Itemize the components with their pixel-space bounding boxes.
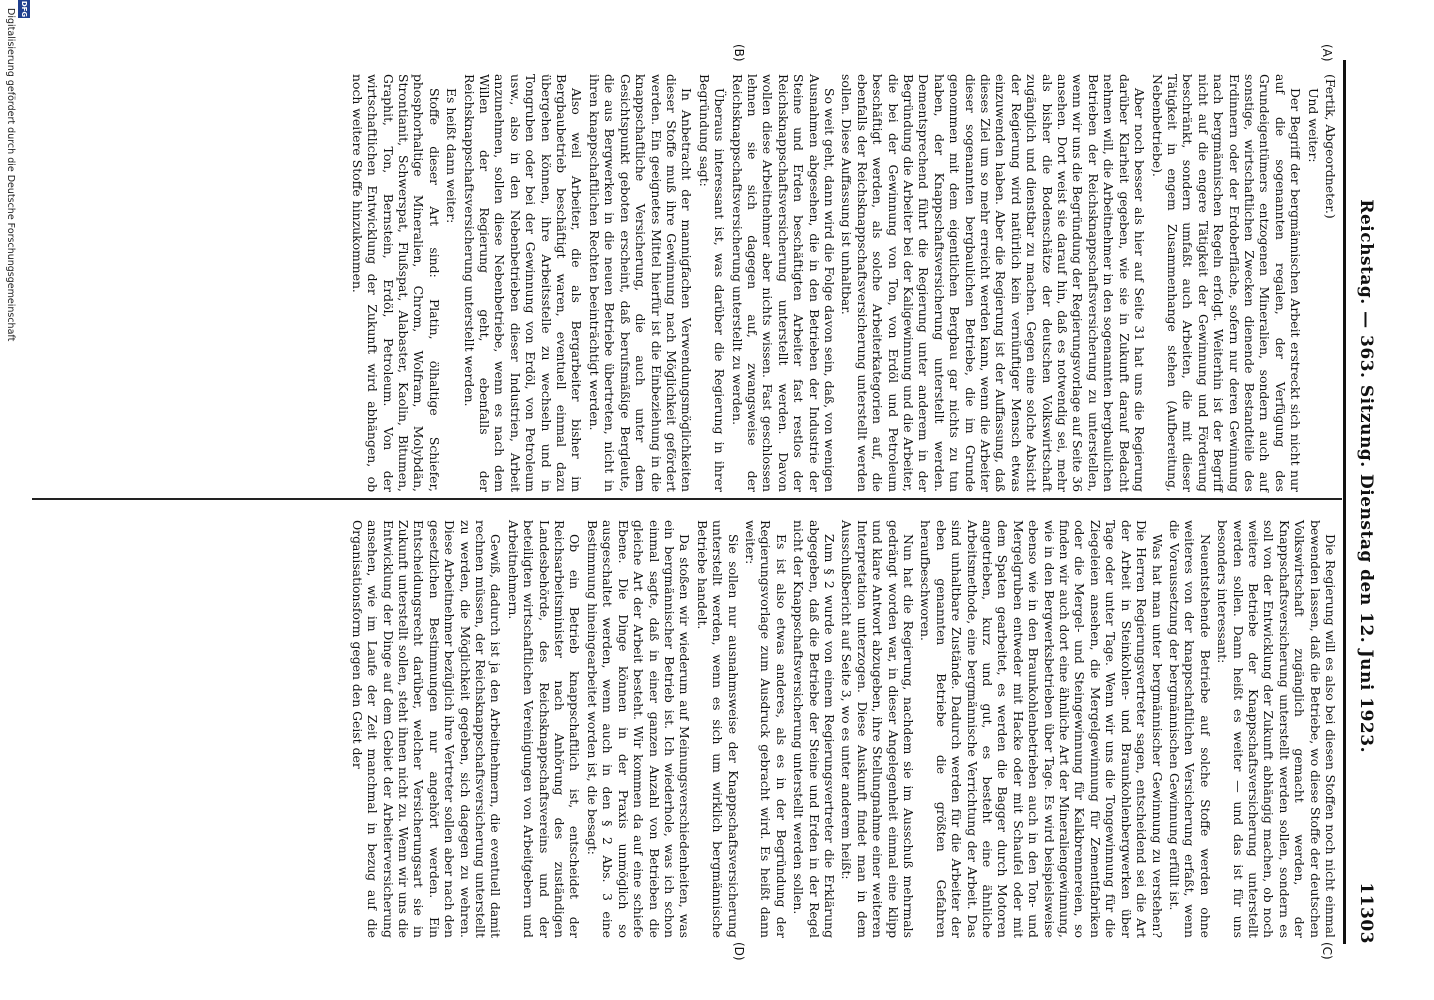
paragraph: Überaus interessant ist, was darüber die Regierung in ihrer Begründung sagt:	[696, 74, 728, 492]
quote-paragraph: Zum § 2 wurde von einem Regierungsvertreter die Erklärung abgegeben, daß die Betriebe der Steine und Erden in der Regel nicht der Knappschaftsversicherung unterstellt werden sollen.	[791, 520, 837, 938]
quote-paragraph: In Anbetracht der mannigfachen Verwendungsmöglichkeiten dieser Stoffe muß ihre Gewinnung nach Möglichkeit gefördert werden. Ein geeignetes Mittel hierfür ist die Einbeziehung in die knappschaftliche Versicherung, die auch unter dem Gesichtspunkt geboten erscheint, daß berufsmäßige Bergleute, die aus Bergwerken in die neuen Betriebe übertreten, nicht in ihren knappschaftlichen Rechten beeinträchtigt werden.	[586, 74, 695, 492]
dfg-logo: DFG	[20, 0, 28, 18]
paragraph: Was hat man unter bergmännischer Gewinnung zu verstehen? Die Herren Regierungsvertreter sagen, entscheidend sei die Art der Arbeit in Steinkohlen- und Braunkohlenbergwerken über Tage oder unter Tage. Wenn wir uns die Tongewinnung für die Ziegeleien ansehen, die Mergelgewinnung für Zementfabriken oder die Mergel- und Steingewinnung für Kalkbrennereien, so finden wir auch dort eine ähnliche Art der Mineraliengewinnung, wie in den Bergwerksbetrieben über Tage. Es wird beispielsweise ebenso wie in den Braunkohlenbetrieben auch in den Ton- und Mergelgruben entweder mit Hacke oder mit Schaufel oder mit dem Spaten gearbeitet, es werden die Bagger durch Motoren angetrieben, kurz und gut, es besteht eine ähnliche Arbeitsmethode, eine bergmännische Verrichtung der Arbeit. Das sind unhaltbare Zustände. Dadurch werden für die Arbeiter der eben genannten Betriebe die größten Gefahren heraufbeschworen.	[918, 520, 1165, 938]
margin-marker-d: (D)	[732, 942, 746, 961]
quote-paragraph: Ob ein Betrieb knappschaftlich ist, entscheidet der Reichsarbeitsminister nach Anhörung des zuständigen Landesbehörde, des Reichsknappschaftsvereins und der beteiligten wirtschaftlichen Vereinigungen von Arbeitgebern und Arbeitnehmern.	[505, 520, 583, 938]
paragraph: Da stoßen wir wiederum auf Meinungsverschiedenheiten, was ein bergmännischer Betrieb ist. Ich wiederhole, was ich schon einmal sagte, daß in einer ganzen Anzahl von Betrieben die gleiche Art der Arbeit besteht. Wir kommen da auf eine schiefe Ebene. Die Dinge können in der Praxis unmöglich so ausgeschaltet werden, wenn auch in den § 2 Abs. 3 eine Bestimmung hineingearbeitet worden ist, die besagt:	[584, 520, 693, 938]
paragraph: Es ist also etwas anderes, als es in der Begründung der Regierungsvorlage zum Ausdruck gebracht wird. Es heißt dann weiter:	[742, 520, 789, 938]
margin-marker-a: (A)	[1320, 44, 1334, 62]
digitization-credit: Digitalisierung gefördert durch die Deutsche Forschungsgemeinschaft	[5, 8, 16, 342]
paragraph: Aber noch besser als hier auf Seite 31 hat uns die Regierung darüber Klarheit gegeben, wie sie in Zukunft darauf Bedacht nehmen will, die Arbeitnehmer in den sogenannten bergbaulichen Betrieben der Reichsknappschaftsversicherung zu unterstellen, wenn wir uns die Begründung der Regierungsvorlage auf Seite 36 ansehen. Dort weist sie darauf hin, daß es notwendig sei, mehr als bisher die Bodenschätze der deutschen Volkswirtschaft zugänglich und dienstbar zu machen. Gegen eine solche Absicht der Regierung wird natürlich kein vernünftiger Mensch etwas einzuwenden haben. Aber die Regierung ist der Auffassung, daß dieses Ziel um so mehr erreicht werden kann, wenn die Arbeiter dieser sogenannten bergbaulichen Betriebe, die im Grunde genommen mit dem eigentlichen Bergbau gar nichts zu tun haben, der Knappschaftsversicherung unterstellt werden. Dementsprechend führt die Regierung unter anderem in der Begründung die Arbeiter bei der Kaligewinnung und die Arbeiter, die bei der Gewinnung von Ton, von Erdöl und Petroleum beschäftigt werden, als solche Arbeiterkategorien auf, die ebenfalls der Reichsknappschaftsversicherung unterstellt werden sollen. Diese Auffassung ist unhaltbar.	[839, 74, 1148, 492]
paragraph: Also weil Arbeiter, die als Bergarbeiter bisher im Bergbaubetrieb beschäftigt waren, eventuell einmal dazu übergehen können, ihre Arbeitsstelle zu wechseln und in Tongruben oder bei der Gewinnung von Erdöl, von Petroleum usw., also in den Nebenbetrieben dieser Industrien, Arbeit anzunehmen, sollen diese Nebenbetriebe, wenn es nach dem Willen der Regierung geht, ebenfalls der Reichsknappschaftsversicherung unterstellt werden.	[461, 74, 585, 492]
page-number: 11303	[1356, 882, 1376, 944]
paragraph: Gewiß, dadurch ist ja den Arbeitnehmern, die eventuell damit rechnen müssen, der Reichsknappschaftsversicherung unterstellt zu werden, die Möglichkeit gegeben, sich dagegen zu wehren. Diese Arbeitnehmer bezüglich ihre Vertreter sollen aber nach den gesetzlichen Bestimmungen nur angehört werden. Ein Entscheidungsrecht darüber, welcher Versicherungsart sie in Zukunft unterstellt sollen, steht ihnen nicht zu. Wenn wir uns die Entwicklung der Dinge auf dem Gebiet der Arbeiterversicherung ansehen, wie im Laufe der Zeit manchmal in bezug auf die Organisationsform gegen den Geist der	[349, 520, 504, 938]
quote-paragraph: Sie sollen nur ausnahmsweise der Knappschaftsversicherung unterstellt werden, wenn es sich um wirklich bergmännische Betriebe handelt.	[694, 520, 741, 938]
quote-paragraph: Stoffe dieser Art sind: Platin, ölhaltige Schiefer, phosphorhaltige Mineralien, Chrom, Wolfram, Molybdän, Strontianit, Schwerspat, Flußspat, Alabaster, Kaolin, Bitumen, Graphit, Ton, Bernstein, Erdöl, Petroleum. Von der wirtschaftlichen Entwicklung der Zukunft wird abhängen, ob noch weitere Stoffe hinzukommen.	[349, 74, 442, 492]
page-header	[1350, 70, 1376, 944]
speaker-line: (Fertik, Abgeordneter.)	[1323, 74, 1338, 219]
header-rule	[1343, 60, 1346, 944]
paragraph: Die Regierung will es also bei diesen Stoffen noch nicht einmal bewenden lassen, daß die Betriebe, wo diese Stoffe der deutschen Volkswirtschaft zugänglich gemacht werden, der Knappschaftsversicherung unterstellt werden sollen, sondern es soll von der Entwicklung der Zukunft abhängig machen, ob noch weitere Betriebe der Knappschaftsversicherung unterstellt werden sollen. Dann heißt es weiter — und das ist für uns besonders interessant:	[1215, 520, 1338, 938]
left-column	[347, 74, 1338, 492]
quote-paragraph: Der Begriff der bergmännischen Arbeit erstreckt sich nicht nur auf die sogenannten regalen, der Verfügung des Grundeigentümers entzogenen Mineralien, sondern auch auf sonstige, wirtschaftlichen Zwecken dienende Bestandteile des Erdinnern oder der Erdoberfläche, sofern nur deren Gewinnung nach bergmännischen Regeln erfolgt. Weiterhin ist der Begriff nicht auf die engere Tätigkeit der Gewinnung und Förderung beschränkt, sondern umfaßt auch Arbeiten, die mit dieser Tätigkeit in engem Zusammenhange stehen (Aufbereitung, Nebenbetriebe).	[1149, 74, 1304, 492]
margin-marker-b: (B)	[732, 44, 746, 62]
paragraph: So weit geht, dann wird die Folge davon sein, daß, von wenigen Ausnahmen abgesehen, die in den Betrieben der Industrie der Steine und Erden beschäftigten Arbeiter fast restlos der Reichsknappschaftsversicherung unterstellt werden. Davon wollen diese Arbeitnehmer aber nichts wissen. Fast geschlossen lehnen sie sich dagegen auf, zwangsweise der Reichsknappschaftsversicherung unterstellt zu werden.	[729, 74, 837, 492]
column-divider	[32, 498, 1342, 500]
paragraph: Und weiter:	[1305, 88, 1321, 163]
margin-marker-c: (C)	[1320, 942, 1334, 960]
paragraph: Nun hat die Regierung, nachdem sie im Ausschuß mehrmals gedrängt worden war, in dieser Angelegenheit einmal eine klipp und klare Antwort abzugeben, ihre Stellungnahme einer weiteren Interpretation unterzogen. Diese Auskunft findet man in dem Ausschußbericht auf Seite 3, wo es unter anderem heißt:	[839, 520, 917, 938]
header-title: Reichstag. — 363. Sitzung. Dienstag den 12. Juni 1923.	[1356, 199, 1376, 753]
right-column	[347, 520, 1338, 938]
quote-paragraph: Neuentstehende Betriebe auf solche Stoffe werden ohne weiteres von der knappschaftlichen Versicherung erfaßt, wenn die Voraussetzung der bergmännischen Gewinnung erfüllt ist.	[1166, 520, 1213, 938]
paragraph: Es heißt dann weiter:	[444, 88, 460, 224]
